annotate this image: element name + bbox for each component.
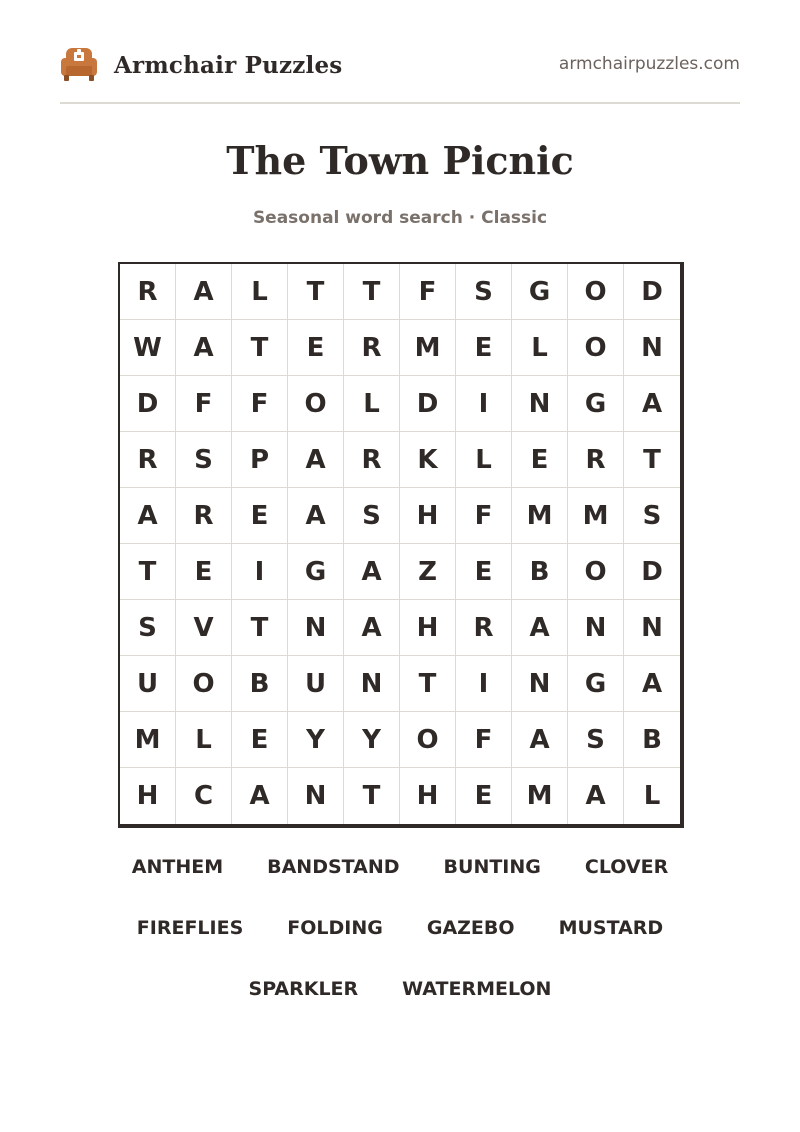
puzzle-subtitle: Seasonal word search · Classic: [252, 208, 548, 228]
grid-cell[interactable]: A: [624, 656, 680, 712]
grid-cell[interactable]: H: [120, 768, 176, 824]
grid-cell[interactable]: B: [512, 544, 568, 600]
brand-name: Armchair Puzzles: [114, 51, 343, 79]
grid-cell[interactable]: N: [624, 320, 680, 376]
grid-cell[interactable]: O: [288, 376, 344, 432]
grid-cell[interactable]: F: [400, 264, 456, 320]
grid-cell[interactable]: A: [512, 600, 568, 656]
grid-cell[interactable]: N: [288, 768, 344, 824]
word-list-item: BANDSTAND: [267, 856, 400, 878]
grid-cell[interactable]: T: [232, 320, 288, 376]
word-list-item: FOLDING: [287, 917, 383, 939]
header-divider: [60, 102, 740, 104]
grid-cell[interactable]: A: [512, 712, 568, 768]
word-list-item: MUSTARD: [558, 917, 664, 939]
site-url-link[interactable]: armchairpuzzles.com: [558, 54, 740, 74]
grid-cell[interactable]: W: [120, 320, 176, 376]
word-list: [100, 856, 700, 1001]
grid-cell[interactable]: T: [344, 768, 400, 824]
grid-cell[interactable]: A: [568, 768, 624, 824]
word-search-grid[interactable]: [118, 262, 684, 828]
grid-cell[interactable]: M: [400, 320, 456, 376]
grid-cell[interactable]: B: [232, 656, 288, 712]
grid-cell[interactable]: K: [400, 432, 456, 488]
grid-cell[interactable]: L: [232, 264, 288, 320]
grid-cell[interactable]: L: [344, 376, 400, 432]
grid-cell[interactable]: A: [176, 320, 232, 376]
grid-cell[interactable]: G: [568, 376, 624, 432]
grid-cell[interactable]: E: [512, 432, 568, 488]
grid-cell[interactable]: N: [512, 656, 568, 712]
grid-cell[interactable]: T: [624, 432, 680, 488]
grid-cell[interactable]: E: [288, 320, 344, 376]
grid-cell[interactable]: R: [120, 432, 176, 488]
word-list-item: SPARKLER: [248, 978, 359, 1000]
grid-cell[interactable]: P: [232, 432, 288, 488]
grid-cell[interactable]: M: [568, 488, 624, 544]
grid-cell[interactable]: L: [512, 320, 568, 376]
grid-cell[interactable]: O: [176, 656, 232, 712]
grid-cell[interactable]: T: [120, 544, 176, 600]
grid-cell[interactable]: R: [120, 264, 176, 320]
grid-cell[interactable]: N: [512, 376, 568, 432]
grid-cell[interactable]: D: [120, 376, 176, 432]
grid-cell[interactable]: E: [456, 320, 512, 376]
grid-cell[interactable]: E: [176, 544, 232, 600]
grid-cell[interactable]: O: [568, 264, 624, 320]
grid-cell[interactable]: N: [344, 656, 400, 712]
grid-cell[interactable]: H: [400, 768, 456, 824]
grid-cell[interactable]: A: [344, 600, 400, 656]
grid-cell[interactable]: A: [344, 544, 400, 600]
grid-cell[interactable]: I: [232, 544, 288, 600]
word-list-item: GAZEBO: [426, 917, 515, 939]
grid-cell[interactable]: U: [288, 656, 344, 712]
page-header: [60, 40, 740, 88]
grid-cell[interactable]: M: [512, 768, 568, 824]
grid-cell[interactable]: T: [344, 264, 400, 320]
word-list-item: CLOVER: [584, 856, 669, 878]
grid-cell[interactable]: V: [176, 600, 232, 656]
grid-cell[interactable]: S: [624, 488, 680, 544]
grid-cell[interactable]: A: [288, 432, 344, 488]
grid-cell[interactable]: L: [643, 781, 661, 811]
grid-cell[interactable]: I: [456, 376, 512, 432]
grid-cell[interactable]: O: [568, 544, 624, 600]
brand[interactable]: [60, 46, 342, 84]
grid-cell[interactable]: S: [120, 600, 176, 656]
grid-cell[interactable]: G: [288, 544, 344, 600]
grid-cell[interactable]: G: [512, 264, 568, 320]
grid-cell[interactable]: R: [568, 432, 624, 488]
grid-cell[interactable]: M: [120, 712, 176, 768]
grid-cell[interactable]: L: [456, 432, 512, 488]
grid-cell[interactable]: H: [400, 600, 456, 656]
grid-cell[interactable]: B: [624, 712, 680, 768]
grid-cell[interactable]: N: [624, 600, 680, 656]
grid-cell[interactable]: D: [624, 264, 680, 320]
word-list-item: BUNTING: [443, 856, 541, 878]
grid-cell[interactable]: G: [568, 656, 624, 712]
grid-cell[interactable]: H: [400, 488, 456, 544]
grid-cell[interactable]: O: [400, 712, 456, 768]
grid-cell[interactable]: F: [456, 488, 512, 544]
grid-cell[interactable]: D: [624, 544, 680, 600]
grid-cell[interactable]: T: [400, 656, 456, 712]
grid-cell[interactable]: R: [344, 320, 400, 376]
grid-cell[interactable]: N: [568, 600, 624, 656]
grid-cell[interactable]: R: [344, 432, 400, 488]
grid-cell[interactable]: C: [176, 768, 232, 824]
grid-cell[interactable]: M: [512, 488, 568, 544]
grid-cell[interactable]: A: [120, 488, 176, 544]
grid-cell[interactable]: F: [456, 712, 512, 768]
grid-cell[interactable]: A: [288, 488, 344, 544]
grid-cell[interactable]: D: [400, 376, 456, 432]
grid-cell[interactable]: A: [176, 264, 232, 320]
word-list-item: FIREFLIES: [136, 917, 244, 939]
grid-cell[interactable]: S: [344, 488, 400, 544]
grid-cell[interactable]: T: [288, 264, 344, 320]
grid-cell[interactable]: S: [568, 712, 624, 768]
grid-cell[interactable]: T: [232, 600, 288, 656]
grid-cell[interactable]: L: [176, 712, 232, 768]
grid-cell[interactable]: Z: [400, 544, 456, 600]
grid-cell[interactable]: E: [232, 488, 288, 544]
grid-cell[interactable]: S: [176, 432, 232, 488]
grid-cell[interactable]: Y: [344, 712, 400, 768]
grid-cell[interactable]: E: [456, 544, 512, 600]
grid-cell[interactable]: A: [232, 768, 288, 824]
puzzle-title: The Town Picnic: [226, 138, 574, 183]
grid-cell[interactable]: F: [176, 376, 232, 432]
word-list-item: WATERMELON: [402, 978, 552, 1000]
grid-cell[interactable]: E: [456, 768, 512, 824]
grid-cell[interactable]: R: [456, 600, 512, 656]
grid-cell[interactable]: A: [624, 376, 680, 432]
armchair-icon: [60, 46, 98, 84]
grid-cell[interactable]: Y: [288, 712, 344, 768]
grid-cell[interactable]: N: [288, 600, 344, 656]
grid-cell[interactable]: R: [176, 488, 232, 544]
grid-cell[interactable]: U: [120, 656, 176, 712]
grid-cell[interactable]: F: [232, 376, 288, 432]
grid-cell[interactable]: S: [456, 264, 512, 320]
grid-cell[interactable]: I: [456, 656, 512, 712]
grid-cell[interactable]: O: [568, 320, 624, 376]
word-list-item: ANTHEM: [131, 856, 224, 878]
grid-cell[interactable]: E: [232, 712, 288, 768]
